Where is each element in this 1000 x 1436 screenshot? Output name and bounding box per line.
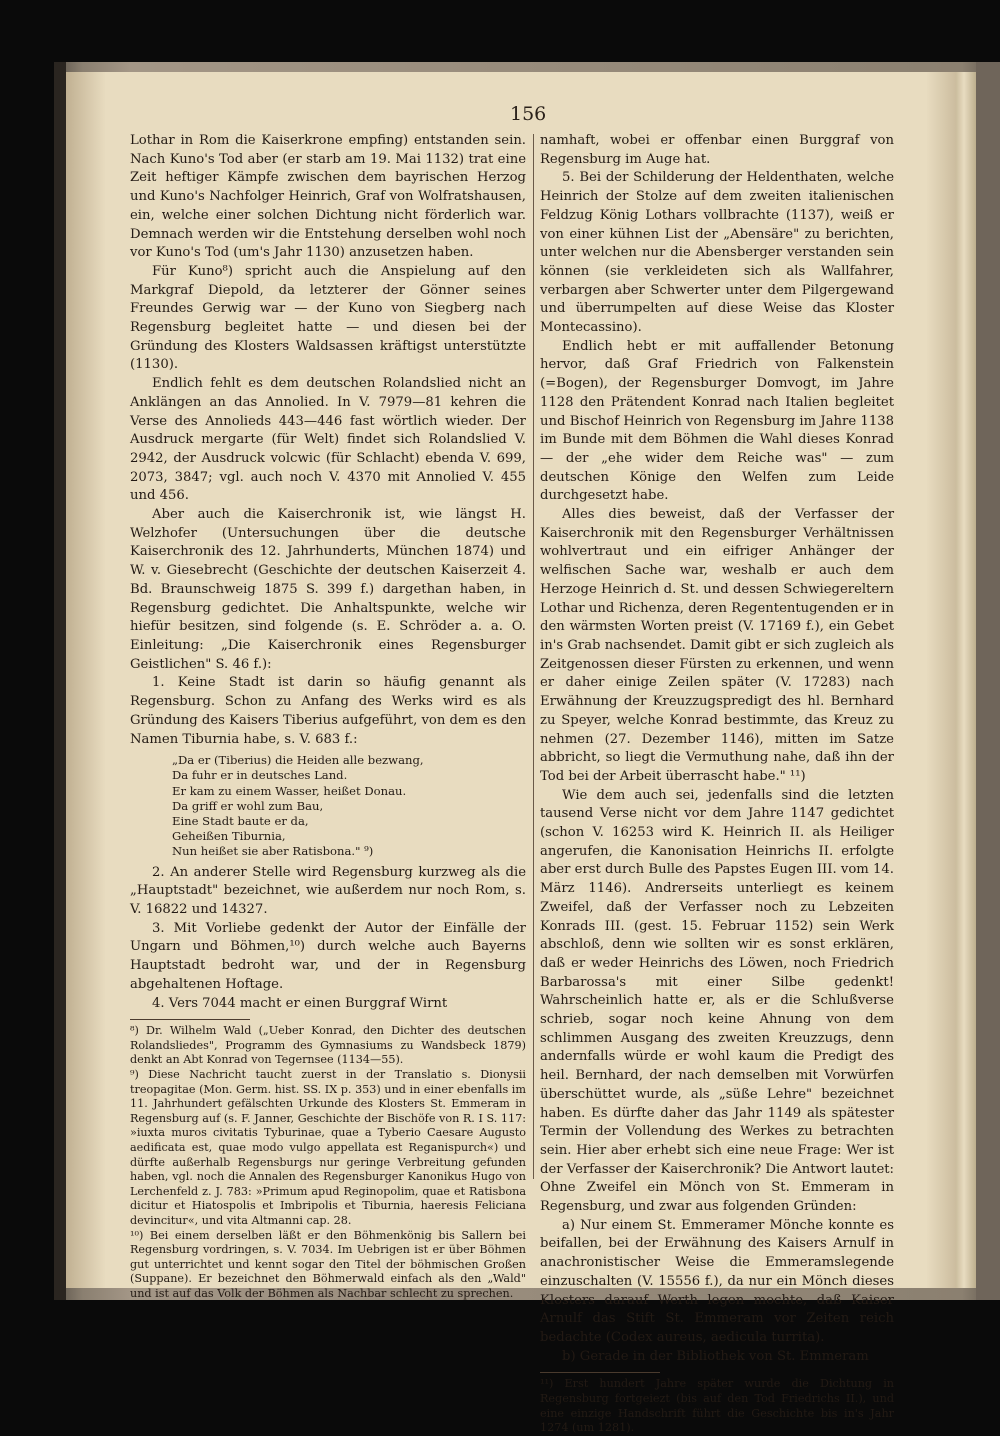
paragraph: namhaft, wobei er offenbar einen Burggraf von Regensburg im Auge hat. [540, 133, 894, 167]
verse-line: „Da er (Tiberius) die Heiden alle bezwang, [172, 753, 424, 768]
page-edge [956, 72, 976, 1288]
paragraph: Endlich hebt er mit auffallender Betonung hervor, daß Graf Friedrich von Falkenstein (=Bogen), der Regensburger Domvogt, im Jahre 1128 den Prätendent Konrad nach Italien begleitet und Bischof Heinrich von Regensburg im Jahre 1138 im Bunde mit dem Böhmen die Wahl dieses Konrad — der „ehe wider dem Reiche was" — zum deutschen Könige den Welfen zum Leide durchgesetzt habe. [540, 338, 894, 504]
verse-line: Geheißen Tiburnia, [172, 829, 286, 844]
left-column [130, 132, 526, 1302]
paragraph: 1. Keine Stadt ist darin so häufig genannt als Regensburg. Schon zu Anfang des Werks wird es als Gründung des Kaisers Tiberius aufgeführt, von dem es den Namen Tiburnia habe, s. V. 683 f.: [130, 675, 526, 747]
verse-line: Da fuhr er in deutsches Land. [172, 768, 348, 783]
paragraph: Alles dies beweist, daß der Verfasser der Kaiserchronik mit den Regensburger Verhältnissen wohlvertraut und ein eifriger Anhänger der welfischen Sache war, weshalb er auch dem Herzoge Heinrich d. St. und dessen Schwiegereltern Lothar und Richenza, deren Regententugenden er in den wärmsten Worten preist (V. 17169 f.), ein Gebet in's Grab nachsendet. Damit gibt er sich zugleich als Zeitgenossen dieser Fürsten zu erkennen, und wenn er daher einige Zeilen später (V. 17283) nach Erwähnung der Kreuzzugspredigt des hl. Bernhard zu Speyer, welche Konrad bestimmte, das Kreuz zu nehmen (27. Dezember 1146), mitten im Satze abbricht, so liegt die Vermuthung nahe, daß ihn der Tod bei der Arbeit überrascht habe." ¹¹) [540, 507, 894, 784]
paragraph: Aber auch die Kaiserchronik ist, wie längst H. Welzhofer (Untersuchungen über die deutsche Kaiserchronik des 12. Jahrhunderts, München 1874) und W. v. Giesebrecht (Geschichte der deutschen Kaiserzeit 4. Bd. Braunschweig 1875 S. 399 f.) dargethan haben, in Regensburg gedichtet. Die Anhaltspunkte, welche wir hiefür besitzen, sind folgende (s. E. Schröder a. a. O. Einleitung: „Die Kaiserchronik eines Regensburger Geistlichen" S. 46 f.): [130, 507, 526, 672]
right-column [540, 132, 894, 1436]
paragraph: a) Nur einem St. Emmeramer Mönche konnte es beifallen, bei der Erwähnung des Kaisers Arnulf in anachronistischer Weise die Emmeramslegende einzuschalten (V. 15556 f.), da nur ein Mönch dieses Klosters darauf Werth legen mochte, daß Kaiser Arnulf das Stift St. Emmeram vor Zeiten reich bedachte (Codex aureus, aedicula turrita). [540, 1217, 894, 1345]
paragraph: 3. Mit Vorliebe gedenkt der Autor der Einfälle der Ungarn und Böhmen,¹⁰) durch welche auch Bayerns Hauptstadt bedroht war, und der in Regensburg abgehaltenen Hoftage. [130, 920, 526, 992]
paragraph: b) Gerade in der Bibliothek von St. Emmeram [562, 1348, 869, 1364]
paragraph: 2. An anderer Stelle wird Regensburg kurzweg als die „Hauptstadt" bezeichnet, wie außerdem nur noch Rom, s. V. 16822 und 14327. [130, 864, 526, 918]
next-page-edge [976, 62, 1000, 1300]
verse-line: Nun heißet sie aber Ratisbona." ⁹) [172, 844, 374, 859]
footnote: ⁹) Diese Nachricht taucht zuerst in der Translatio s. Dionysii treopagitae (Mon. Germ. hist. SS. IX p. 353) und in einer ebenfalls im 11. Jahrhundert gefälschten Urkunde des Klosters St. Emmeram in Regensburg auf (s. F. Janner, Geschichte der Bischöfe von R. I S. 117: »iuxta muros civitatis Tyburinae, quae a Tyberio Caesare Augusto aedificata est, quae modo vulgo appellata est Reganispurch«) und dürfte außerhalb Regensburgs nur geringe Verbreitung gefunden haben, vgl. noch die Annalen des Regensburger Kanonikus Hugo von Lerchenfeld z. J. 783: »Primum apud Reginopolim, quae et Ratisbona dicitur et Hiatospolis et Imbripolis et Tiburnia, haeresis Feliciana devincitur«, und vita Altmanni cap. 28. [130, 1068, 526, 1227]
footnote-rule [540, 1372, 660, 1373]
paragraph: Wie dem auch sei, jedenfalls sind die letzten tausend Verse nicht vor dem Jahre 1147 gedichtet (schon V. 16253 wird K. Heinrich II. als Heiliger angerufen, die Kanonisation Heinrichs II. erfolgte aber erst durch Bulle des Papstes Eugen III. vom 14. März 1146). Andrerseits unterliegt es keinem Zweifel, daß der Verfasser noch zu Lebzeiten Konrads III. (gest. 15. Februar 1152) sein Werk abschloß, denn wie sollten wir es sonst erklären, daß er weder Heinrichs des Löwen, noch Friedrich Barbarossa's mit einer Silbe gedenkt! Wahrscheinlich hatte er, als er die Schlußverse schrieb, sogar noch keine Ahnung von dem schlimmen Ausgang des zweiten Kreuzzugs, denn andernfalls würde er wohl kaum die Predigt des heil. Bernhard, der nach demselben mit Vorwürfen überschüttet wurde, als „süße Lehre" bezeichnet haben. Es dürfte daher das Jahr 1149 als spätester Termin der Vollendung des Werkes zu betrachten sein. Hier aber erhebt sich eine neue Frage: Wer ist der Verfasser der Kaiserchronik? Die Antwort lautet: Ohne Zweifel ein Mönch von St. Emmeram in Regensburg, und zwar aus folgenden Gründen: [540, 787, 894, 1215]
footnote-rule [130, 1019, 250, 1020]
paragraph: Lothar in Rom die Kaiserkrone empfing) entstanden sein. Nach Kuno's Tod aber (er starb am 19. Mai 1132) trat eine Zeit heftiger Kämpfe zwischen dem bayrischen Herzog und Kuno's Nachfolger Heinrich, Graf von Wolfratshausen, ein, welche einer solchen Dichtung nicht förderlich war. Demnach werden wir die Entstehung derselben wohl noch vor Kuno's Tod (um's Jahr 1130) anzusetzen haben. [130, 133, 526, 261]
verse-line: Eine Stadt baute er da, [172, 814, 309, 829]
verse-line: Er kam zu einem Wasser, heißet Donau. [172, 783, 407, 798]
paragraph: 4. Vers 7044 macht er einen Burggraf Wirnt [152, 995, 448, 1011]
verse-quote [172, 753, 526, 859]
verse-line: Da griff er wohl zum Bau, [172, 798, 324, 813]
footnote: ¹¹) Erst hundert Jahre später wurde die Dichtung in Regensburg fortgeiezt (bis auf den Tod Friedrichs II.), und eine einzige Handschrift führt die Geschichte bis in's Jahr 1274 (um 1281). [540, 1377, 894, 1435]
paragraph: Endlich fehlt es dem deutschen Rolandslied nicht an Anklängen an das Annolied. In V. 7979—81 kehren die Verse des Annolieds 443—446 fast wörtlich wieder. Der Ausdruck mergarte (für Welt) findet sich Rolandslied V. 2942, der Ausdruck volcwic (für Schlacht) ebenda V. 699, 2073, 3847; vgl. auch noch V. 4370 mit Annolied V. 455 und 456. [130, 376, 526, 504]
book-spine-edge [54, 62, 66, 1300]
paragraph: 5. Bei der Schilderung der Heldenthaten, welche Heinrich der Stolze auf dem zweiten italienischen Feldzug König Lothars vollbrachte (1137), weiß er von einer kühnen List der „Abensäre" zu berichten, unter welchen nur die Abensberger verstanden sein können (sie verkleideten sich als Wallfahrer, verbargen aber Schwerter unter dem Pilgergewand und überrumpelten auf diese Weise das Kloster Montecassino). [540, 170, 894, 336]
footnote: ¹⁰) Bei einem derselben läßt er den Böhmenkönig bis Sallern bei Regensburg vordringen, s. V. 7034. Im Uebrigen ist er über Böhmen gut unterrichtet und kennt sogar den Titel der böhmischen Großen (Suppane). Er bezeichnet den Böhmerwald einfach als den „Wald" und ist auf das Volk der Böhmen als Nachbar schlecht zu sprechen. [130, 1228, 526, 1300]
footnote: ⁸) Dr. Wilhelm Wald („Ueber Konrad, den Dichter des deutschen Rolandsliedes", Programm des Gymnasiums zu Wandsbeck 1879) denkt an Abt Konrad von Tegernsee (1134—55). [130, 1024, 526, 1067]
page-number: 156 [510, 103, 547, 125]
paragraph: Für Kuno⁸) spricht auch die Anspielung auf den Markgraf Diepold, da letzterer der Gönner seines Freundes Gerwig war — der Kuno von Siegberg nach Regensburg begleitet hatte — und diesen bei der Gründung des Klosters Waldsassen kräftigst unterstützte (1130). [130, 263, 526, 373]
column-divider [533, 134, 534, 1179]
